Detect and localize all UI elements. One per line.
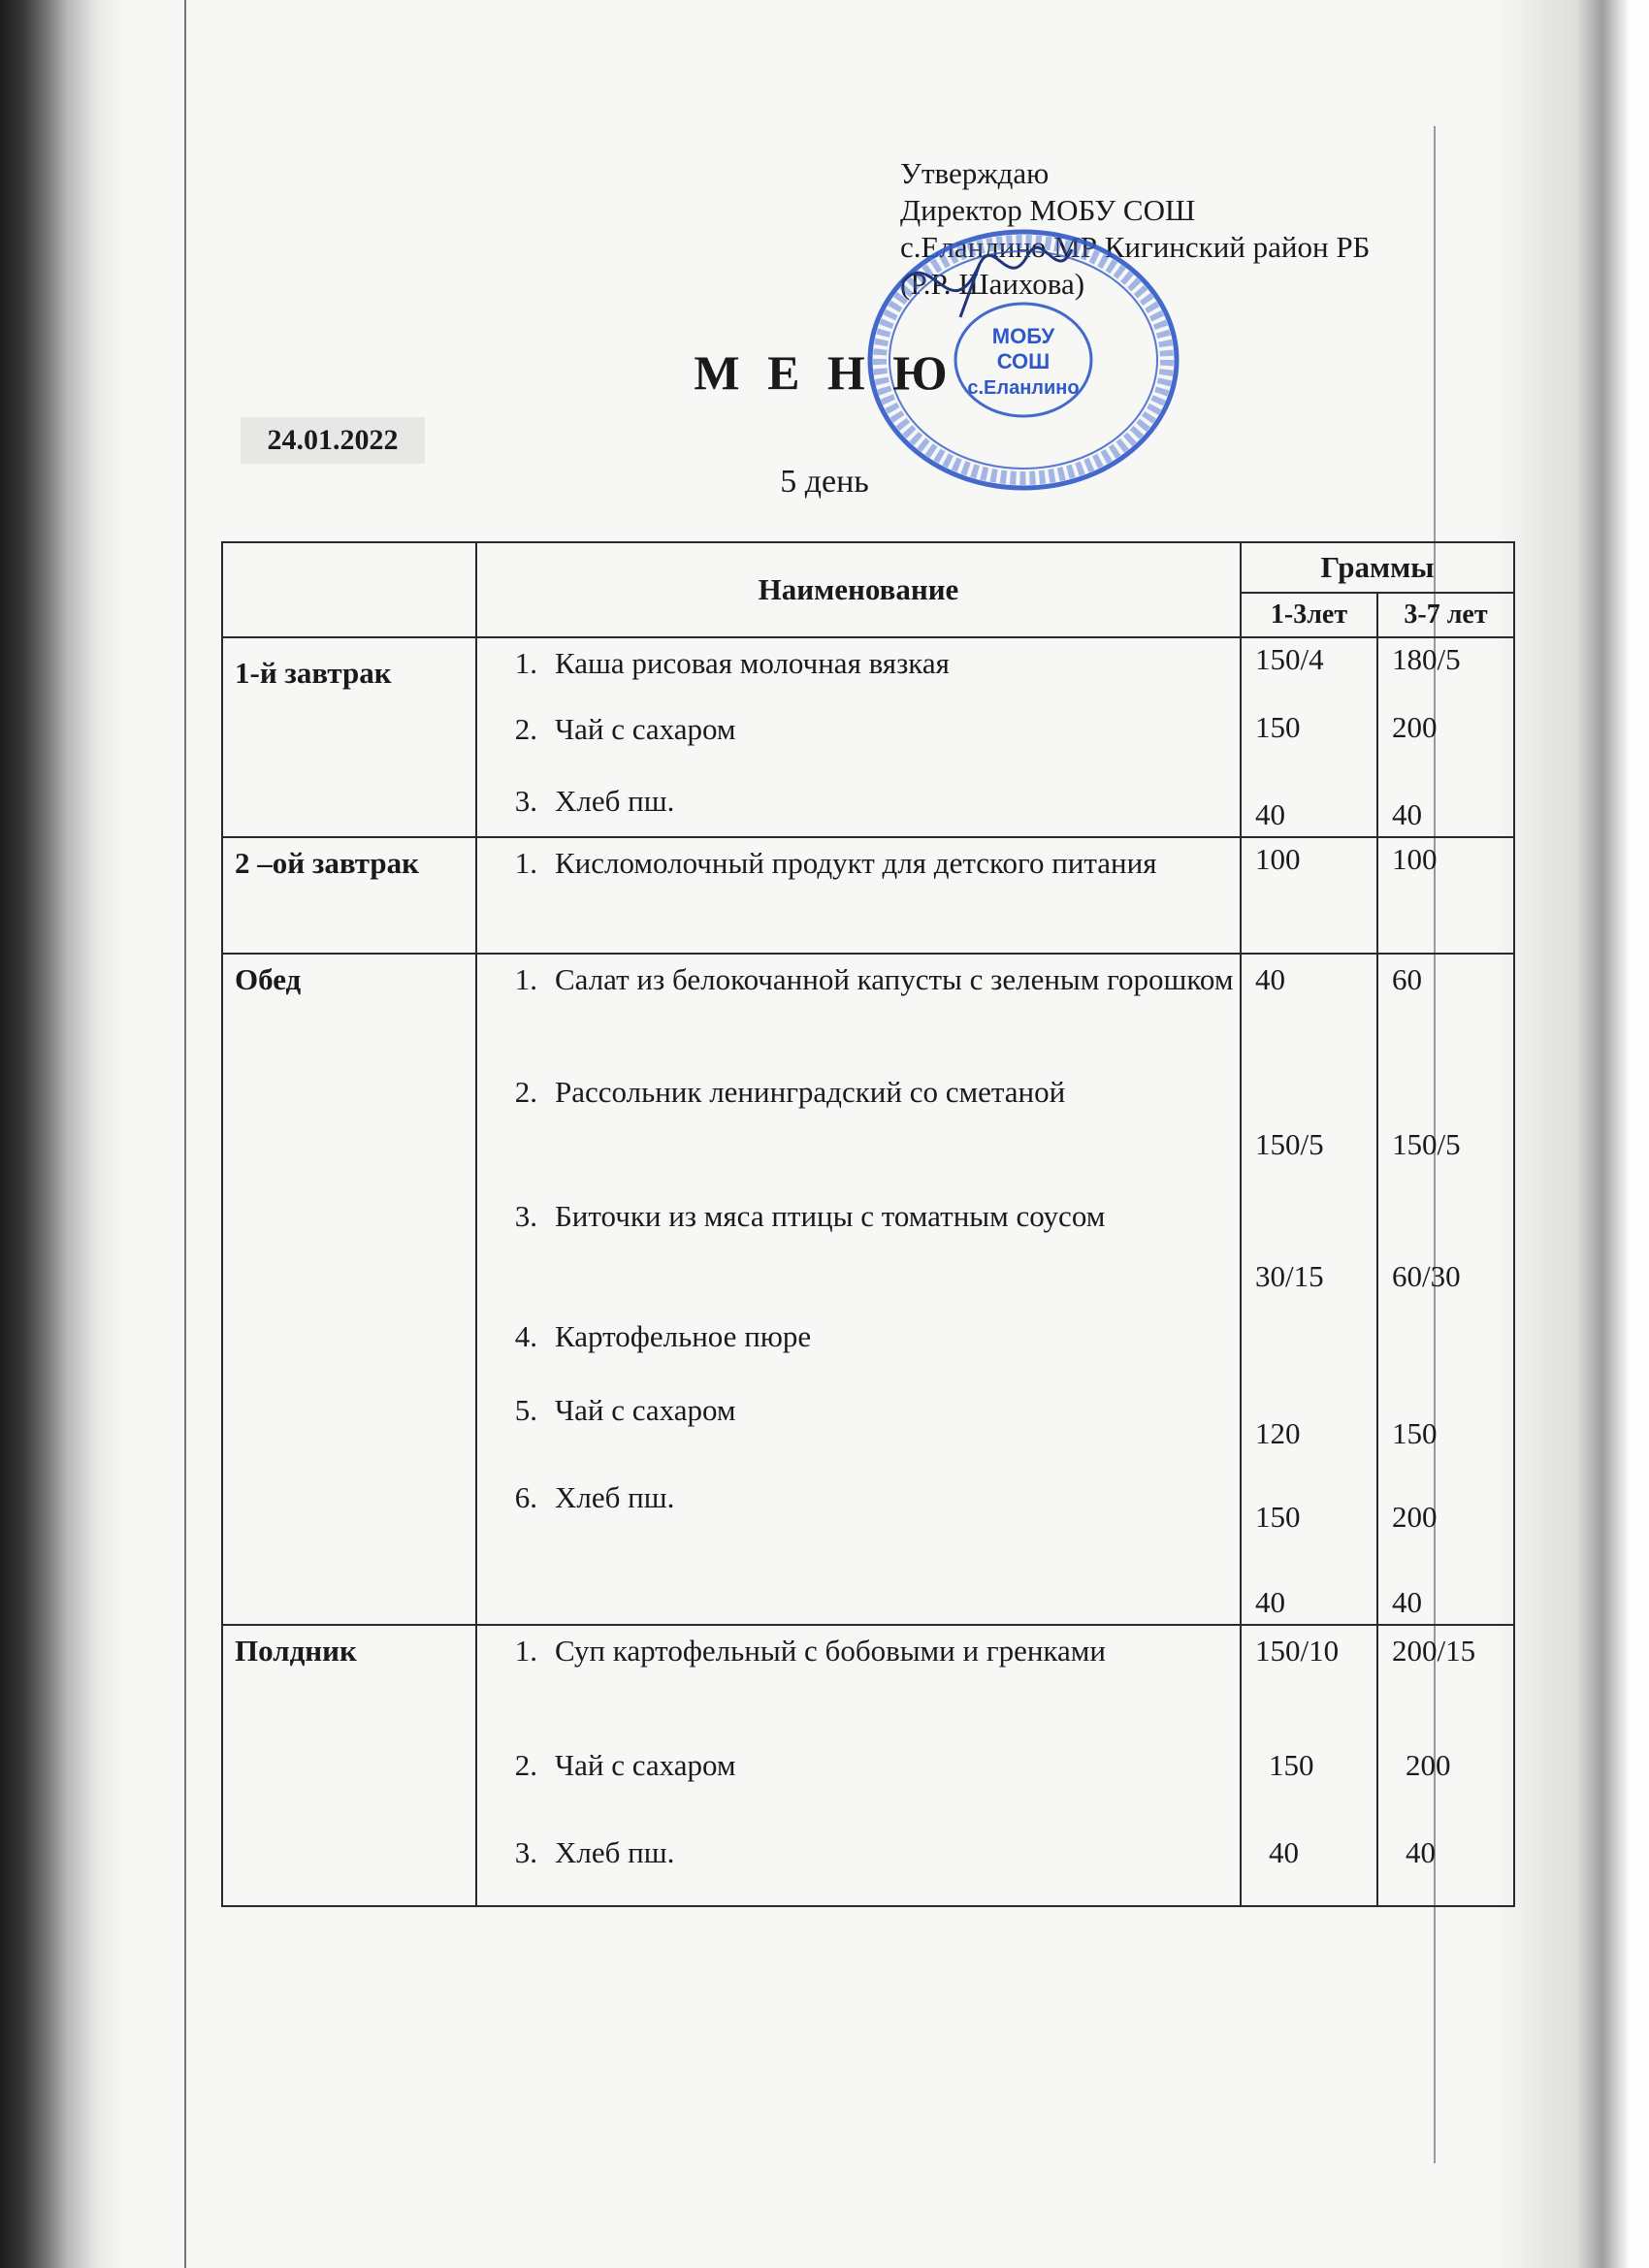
item-number: 2. (514, 1075, 537, 1109)
grams-3-7 (1377, 837, 1514, 954)
grams-value: 150/5 (1255, 1127, 1324, 1161)
header-grams: Граммы (1241, 542, 1514, 593)
grams-value: 120 (1255, 1416, 1301, 1450)
grams-3-7 (1377, 637, 1514, 837)
grams-value: 30/15 (1255, 1259, 1324, 1293)
item-number: 2. (514, 1748, 537, 1782)
item-number: 1. (514, 1634, 537, 1668)
stamp-center-text: МОБУ (991, 324, 1055, 348)
item-name: Хлеб пш. (555, 784, 675, 818)
item-name: Салат из белокочанной капусты с зеленым горошком (555, 962, 1234, 996)
menu-item (497, 1315, 1240, 1389)
grams-value: 150/10 (1255, 1634, 1340, 1668)
grams-value: 40 (1255, 797, 1285, 831)
approval-line: (Р.Р. Шаихова) (900, 267, 1085, 301)
grams-value: 150 (1255, 1500, 1301, 1534)
grams-value: 40 (1269, 1835, 1299, 1869)
grams-value: 150 (1269, 1748, 1314, 1782)
grams-value: 150 (1255, 710, 1301, 744)
header-age-3-7: 3-7 лет (1377, 593, 1514, 637)
stamp-center-text: СОШ (996, 349, 1051, 373)
grams-value: 150/4 (1255, 642, 1324, 676)
menu-item (497, 1476, 1240, 1519)
grams-3-7 (1377, 1625, 1514, 1906)
item-number: 4. (514, 1319, 537, 1353)
scan-shadow-right (1494, 0, 1649, 2268)
meal-items (476, 837, 1241, 954)
item-number: 1. (514, 962, 537, 996)
menu-item (497, 1831, 1240, 1874)
grams-value: 40 (1392, 1585, 1422, 1619)
item-name: Картофельное пюре (555, 1319, 812, 1353)
meal-items (476, 637, 1241, 837)
grams-value: 40 (1255, 962, 1285, 996)
menu-day: 5 день (780, 464, 869, 500)
item-number: 3. (514, 1199, 537, 1233)
item-name: Хлеб пш. (555, 1835, 675, 1869)
item-number: 1. (514, 646, 537, 680)
header-age-1-3: 1-3лет (1241, 593, 1377, 637)
item-name: Каша рисовая молочная вязкая (555, 646, 950, 680)
grams-value: 40 (1255, 1585, 1285, 1619)
menu-item (497, 958, 1240, 1071)
grams-1-3 (1241, 637, 1377, 837)
item-name: Хлеб пш. (555, 1480, 675, 1514)
grams-value: 60 (1392, 962, 1422, 996)
scan-shadow-left (0, 0, 126, 2268)
item-number: 3. (514, 784, 537, 818)
meal-label: Полдник (222, 1625, 476, 1906)
grams-value: 100 (1392, 842, 1438, 876)
menu-item (497, 1744, 1240, 1831)
grams-value: 200 (1392, 710, 1438, 744)
grams-value: 200 (1392, 1500, 1438, 1534)
grams-value: 100 (1255, 842, 1301, 876)
item-number: 1. (514, 846, 537, 880)
grams-value: 60/30 (1392, 1259, 1461, 1293)
menu-item (497, 1195, 1240, 1315)
header-blank-cell (222, 542, 476, 637)
grams-value: 40 (1406, 1835, 1436, 1869)
item-name: Биточки из мяса птицы с томатным соусом (555, 1199, 1106, 1233)
menu-item (497, 642, 1240, 708)
grams-1-3 (1241, 837, 1377, 954)
menu-item (497, 842, 1240, 885)
grams-value: 200 (1406, 1748, 1451, 1782)
grams-value: 180/5 (1392, 642, 1461, 676)
meal-label: 2 –ой завтрак (222, 837, 476, 954)
item-number: 6. (514, 1480, 537, 1514)
approval-line: Утверждаю (900, 156, 1050, 190)
grams-value: 150/5 (1392, 1127, 1461, 1161)
menu-item (497, 1389, 1240, 1476)
meal-items (476, 954, 1241, 1625)
page-title: М Е Н Ю (694, 345, 955, 400)
page-edge-line (184, 0, 186, 2268)
menu-item (497, 1630, 1240, 1744)
item-number: 3. (514, 1835, 537, 1869)
grams-value: 40 (1392, 797, 1422, 831)
grams-1-3 (1241, 1625, 1377, 1906)
item-number: 5. (514, 1393, 537, 1427)
item-number: 2. (514, 712, 537, 746)
item-name: Чай с сахаром (555, 712, 736, 746)
meal-label: Обед (222, 954, 476, 1625)
menu-date: 24.01.2022 (241, 417, 425, 464)
grams-1-3 (1241, 954, 1377, 1625)
item-name: Чай с сахаром (555, 1748, 736, 1782)
meal-label: 1-й завтрак (222, 637, 476, 837)
meal-items (476, 1625, 1241, 1906)
menu-table (221, 541, 1515, 1907)
item-name: Чай с сахаром (555, 1393, 736, 1427)
header-name: Наименование (476, 542, 1241, 637)
menu-item (497, 1071, 1240, 1195)
stamp-center-text: с.Еланлино (967, 377, 1080, 399)
grams-3-7 (1377, 954, 1514, 1625)
approval-line: Директор МОБУ СОШ (900, 193, 1196, 227)
item-name: Суп картофельный с бобовыми и гренками (555, 1634, 1106, 1668)
item-name: Кисломолочный продукт для детского питания (555, 846, 1157, 880)
item-name: Рассольник ленинградский со сметаной (555, 1075, 1066, 1109)
grams-value: 150 (1392, 1416, 1438, 1450)
menu-item (497, 708, 1240, 780)
approval-line: с.Еланлино МР Кигинский район РБ (900, 230, 1371, 264)
menu-item (497, 780, 1240, 823)
grams-value: 200/15 (1392, 1634, 1476, 1668)
